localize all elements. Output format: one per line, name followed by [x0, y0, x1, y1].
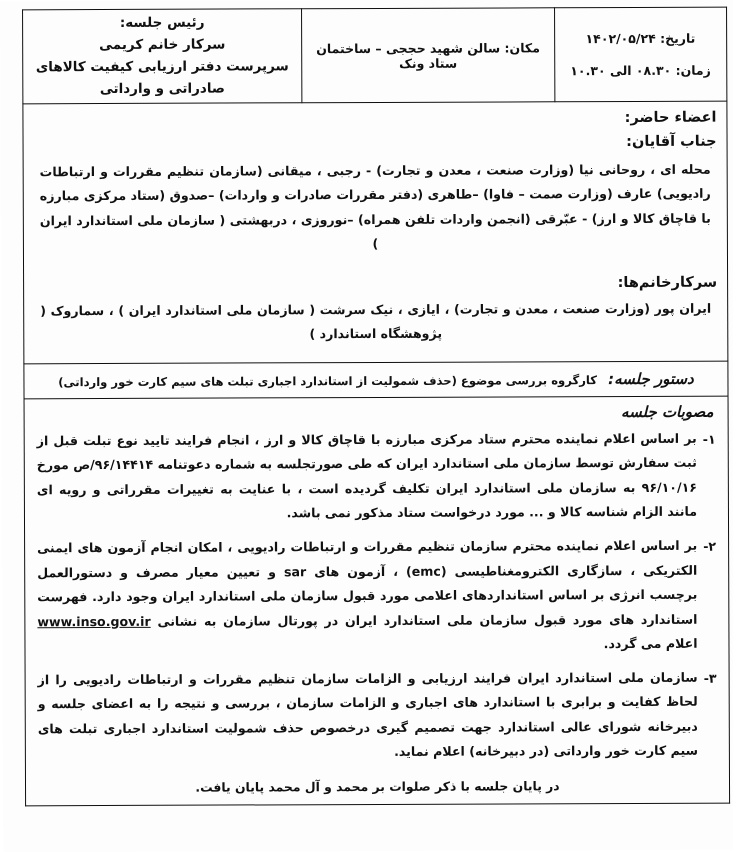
men-names: محله ای ، روحانی نیا (وزارت صنعت ، معدن و تجارت) - رجبی ، میقانی (سازمان تنظیم مقررات و ارتباطات رادیویی) عارف (وزارت صمت – فاوا) –طاهری (دفتر مقررات صادرات و واردات) –صدوق (ستاد مرکزی مبارزه با قاچاق کالا و ارز) - عبّرقی (انجمن واردات تلفن همراه) –نوروزی ، دربهشتی ( سازمان ملی استاندارد ایران ) — [39, 161, 711, 252]
attendees-heading: اعضاء حاضر: — [624, 110, 717, 127]
chair-label: رئیس جلسه: — [119, 14, 205, 31]
men-heading: جناب آقایان: — [626, 134, 717, 151]
women-heading: سرکارخانم‌ها: — [617, 274, 718, 291]
item-text-part4: اعلام می گردد. — [603, 635, 698, 652]
place-cell — [302, 8, 555, 103]
agenda-section — [23, 361, 728, 399]
document-sheet — [22, 7, 730, 852]
emc-term: (emc) — [405, 563, 447, 579]
chair-name: سرکار خانم کریمی — [99, 36, 226, 53]
item-text-part1: بر اساس اعلام نماینده محترم سازمان تنظیم مقررات و ارتباطات رادیویی ، امکان انجام آزمون های ایمنی الکتریکی ، سازگاری الکترومغناطیسی — [37, 537, 698, 579]
time-row — [561, 54, 721, 86]
meeting-header-table — [22, 7, 727, 105]
resolutions-section — [24, 396, 731, 806]
item-number: ۱- — [702, 431, 716, 447]
date-label: تاریخ: — [660, 30, 696, 46]
resolutions-title: مصوبات جلسه — [621, 402, 714, 421]
women-names: ایران پور (وزارت صنعت ، معدن و تجارت) ، ایازی ، نیک سرشت ( سازمان ملی استاندارد ایران ) ، سماروک ( پژوهشگاه استاندارد ) — [40, 300, 712, 342]
portal-url[interactable]: www.inso.gov.ir — [37, 613, 151, 629]
item-number: ۳- — [703, 670, 717, 686]
date-row — [561, 23, 721, 55]
resolution-item — [37, 426, 716, 527]
chair-cell — [23, 9, 303, 105]
item-text-part2: ، آزمون های — [314, 563, 399, 579]
item-text — [37, 534, 698, 659]
closing-line: در پایان جلسه با ذکر صلوات بر محمد و آل محمد پایان یافت. — [195, 778, 560, 795]
agenda-text: کارگروه بررسی موضوع (حذف شمولیت از استاندارد اجباری تبلت های سیم کارت خور وارداتی) — [58, 372, 597, 389]
attendees-section — [22, 102, 728, 364]
chair-title: سرپرست دفتر ارزیابی کیفیت کالاهای صادراتی و وارداتی — [35, 58, 289, 97]
time-label: زمان: — [675, 62, 711, 78]
header-row — [23, 7, 727, 104]
place-value: سالن شهید حججی – ساختمان ستاد ونک — [316, 40, 501, 71]
item-number: ۲- — [703, 538, 717, 554]
place-label: مکان: — [504, 40, 540, 56]
sar-term: sar — [283, 563, 307, 579]
resolution-item — [38, 665, 717, 766]
agenda-title: دستور جلسه: — [608, 369, 694, 388]
item-text: سازمان ملی استاندارد ایران فرایند ارزیابی و الزامات سازمان تنظیم مقررات و ارتباطات رادیویی را از لحاظ کفایت و برابری با استاندارد های اجباری و الزامات سازمان ، بررسی و نتیجه را به اعضای جلسه و دبیرخانه شورای عالی استاندارد جهت تصمیم گیری درخصوص حذف شمولیت استاندارد اجباری تبلت های سیم کارت خور وارداتی (در دبیرخانه) اعلام نماید. — [37, 669, 698, 760]
item-text: بر اساس اعلام نماینده محترم ستاد مرکزی مبارزه با قاچاق کالا و ارز ، انجام فرایند تایید نوع تبلت قبل از ثبت سفارش توسط سازمان ملی استاندارد ایران که طی صورتجلسه به شماره دعوتنامه ۹۶/۱۴۴۱۴/ص مورخ ۹۶/۱۰/۱۶ به سازمان ملی استاندارد ایران تکلیف گردیده است ، با عنایت به تغییرات مقرراتی و رویه ای مانند الزام شناسه کالا و ... مورد درخواست ستاد مذکور نمی باشد. — [36, 430, 698, 521]
date-value: ۱۴۰۲/۰۵/۲۴ — [585, 30, 656, 47]
date-time-cell — [554, 7, 727, 102]
item-text-part3: و تعیین معیار مصرف و دستورالعمل برچسب انرژی بر اساس استانداردهای اعلامی مورد قبول سازمان ملی استاندارد ایران وجود دارد. فهرست استاندارد های مورد قبول سازمان ملی استاندارد ایران در پورتال سازمان به نشانی — [37, 563, 698, 629]
resolutions-list — [37, 426, 717, 766]
resolution-item — [37, 534, 716, 659]
time-value: ۰۸.۳۰ الی ۱۰.۳۰ — [570, 62, 672, 78]
attendees-spacer — [34, 255, 717, 267]
